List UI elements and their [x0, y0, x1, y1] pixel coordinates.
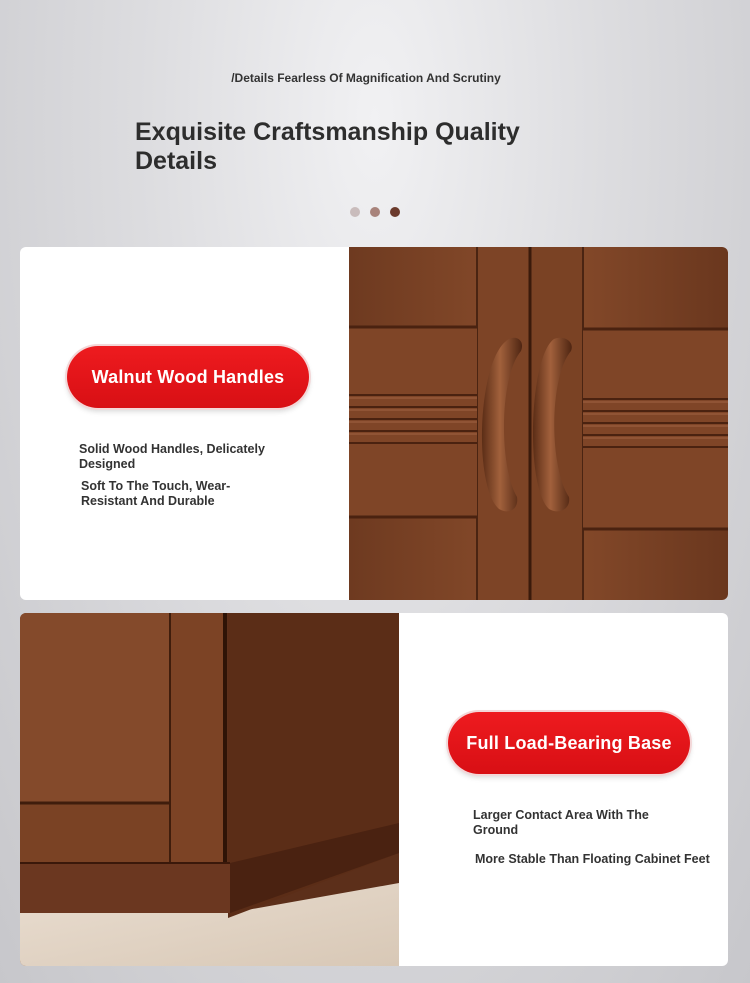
feature-desc-line2: More Stable Than Floating Cabinet Feet [475, 852, 710, 866]
carousel-dot[interactable] [350, 207, 360, 217]
feature-desc-line1: Solid Wood Handles, Delicately Designed [79, 442, 265, 471]
feature-pill-handles: Walnut Wood Handles [67, 346, 309, 408]
feature-pill-base: Full Load-Bearing Base [448, 712, 690, 774]
carousel-dots [350, 207, 400, 217]
feature-desc-line2: Soft To The Touch, Wear-Resistant And Durable [81, 479, 231, 508]
page-title: Exquisite Craftsmanship Quality Details [135, 118, 520, 175]
page-subtitle: /Details Fearless Of Magnification And Scrutiny [231, 71, 501, 85]
carousel-dot[interactable] [370, 207, 380, 217]
feature-desc-line1: Larger Contact Area With The Ground [473, 808, 649, 837]
carousel-dot[interactable] [390, 207, 400, 217]
feature-card-base [20, 613, 728, 966]
feature-card-handles [20, 247, 728, 600]
cabinet-base-photo [20, 613, 399, 966]
wardrobe-handles-photo [349, 247, 728, 600]
